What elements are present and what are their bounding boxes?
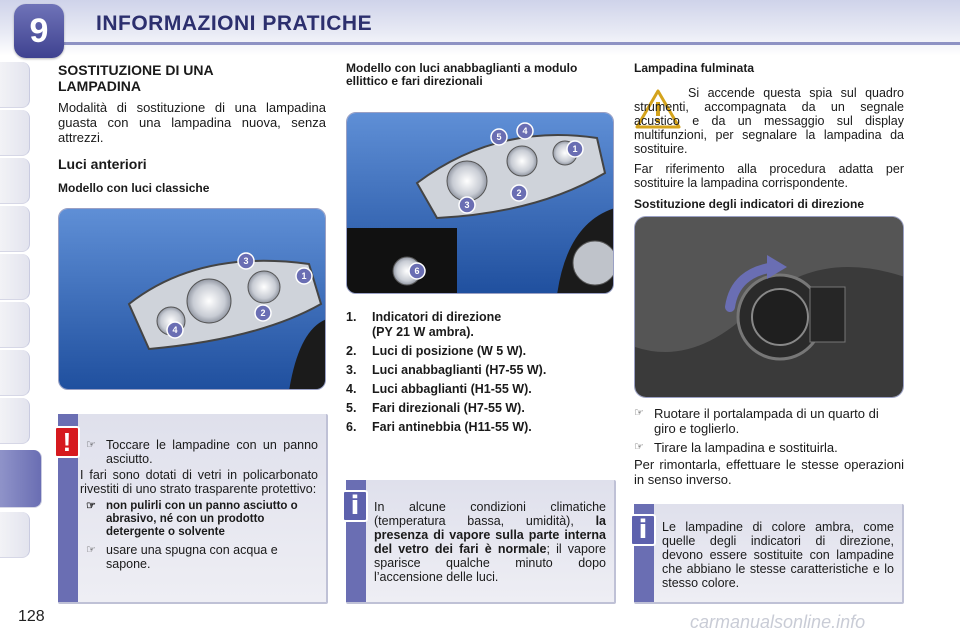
info-body [374,500,606,584]
bullet-item [634,406,904,436]
photo-label: 6 [414,266,420,276]
side-tab[interactable] [0,512,30,558]
burnt-bulb-text: Si accende questa spia sul quadro strumenti, accompagnata da un segnale acustico e da un messaggio sul display multifunzioni, per segnalare la lampadina da sostituire. [634,86,904,156]
photo-label: 1 [572,144,578,154]
list-item: 6. Fari antinebbia (H11-55 W). [346,420,532,434]
chapter-title: INFORMAZIONI PRATICHE [96,12,373,35]
bulb-holder-photo [634,216,904,398]
bullet-icon: ☞ [634,407,644,419]
side-tab[interactable] [0,206,30,252]
bullet-icon: ☞ [86,439,96,451]
procedure-text: Far riferimento alla procedura adatta per sostituire la lampadina corrispondente. [634,162,904,190]
photo-label: 4 [172,325,178,335]
warning-box [58,414,328,604]
photo-label: 4 [522,126,528,136]
side-tab[interactable] [0,62,30,108]
side-tab[interactable] [0,398,30,444]
list-item: 4. Luci abbaglianti (H1-55 W). [346,382,532,396]
right-column [634,62,904,75]
chapter-badge: 9 [14,4,64,58]
model-heading-classic: Modello con luci classiche [58,181,210,195]
heading-burnt-bulb: Lampadina fulminata [634,61,755,75]
section-title: SOSTITUZIONE DI UNA LAMPADINA [58,62,214,94]
header-rule [60,42,960,45]
bulb-list [346,310,616,439]
info-text: In alcune condizioni climatiche (temperatura bassa, umidità), [374,500,606,528]
intro-text: Modalità di sostituzione di una lampadina guasta con una lampadina nuova, senza attrezzi. [58,100,326,145]
info-icon: i [630,514,656,546]
info-text: ; il vapore sparisce qualche minuto dopo l’accensione delle luci. [374,542,606,584]
photo-label: 3 [464,200,470,210]
watermark: carmanualsonline.info [690,612,866,632]
photo-label: 2 [260,308,266,318]
reassembly-text: Per rimontarla, effettuare le stesse operazioni in senso inverso. [634,457,904,487]
photo-label: 3 [243,256,249,266]
warning-icon: ! [54,426,80,458]
side-tab-active[interactable] [0,450,42,508]
photo-label: 1 [301,271,307,281]
info-body [662,520,894,590]
side-tab[interactable] [0,302,30,348]
headlight-illustration [347,113,614,294]
bullet-text: Ruotare il portalampada di un quarto di giro e toglierlo. [654,406,879,436]
side-tab[interactable] [0,110,30,156]
headlight-photo-elliptic [346,112,614,294]
photo-label: 5 [496,132,502,142]
bullet-item [634,440,904,455]
bullet-icon: ☞ [86,500,96,512]
list-item: 2. Luci di posizione (W 5 W). [346,344,527,358]
bullet-item [86,438,318,466]
left-column [58,62,326,195]
info-box-vapour [346,480,616,604]
list-item: 3. Luci anabbaglianti (H7-55 W). [346,363,547,377]
bullet-text: non pulirli con un panno asciutto o abrasivo, né con un prodotto detergente o solvente [106,500,298,538]
side-tab[interactable] [0,158,30,204]
warning-body [80,438,318,573]
side-tab[interactable] [0,350,30,396]
bullet-text: Tirare la lampadina e sostituirla. [654,440,838,455]
bullet-item [86,543,318,571]
bullet-text: Toccare le lampadine con un panno asciutto. [106,438,318,466]
bullet-item [86,500,318,539]
right-column-text [634,86,904,211]
bullet-icon: ☞ [634,441,644,453]
indicator-steps [634,406,904,487]
list-item: 1. Indicatori di direzione (PY 21 W ambra). [346,310,502,339]
info-box-amber [634,504,904,604]
headlight-illustration [59,209,326,390]
list-item: 5. Fari direzionali (H7-55 W). [346,401,525,415]
bulb-holder-illustration [635,217,904,398]
photo-label: 2 [516,188,522,198]
warning-text: I fari sono dotati di vetri in policarbonato rivestiti di uno strato trasparente protettivo: [80,468,318,496]
page-number: 128 [18,608,45,625]
middle-column [346,62,616,88]
info-icon: i [342,490,368,522]
info-text: Le lampadine di colore ambra, come quelle degli indicatori di direzione, devono essere sostituite con lampadine che abbiano le stesse caratteristiche e lo stesso colore. [662,520,894,590]
heading-indicators: Sostituzione degli indicatori di direzione [634,197,865,211]
model-heading-elliptic: Modello con luci anabbaglianti a modulo ellittico e fari direzionali [346,61,578,88]
info-text-bold: la presenza di vapore sulla parte interna del vetro dei fari è normale [374,514,606,556]
headlight-photo-classic [58,208,326,390]
chapter-side-tabs [0,62,46,582]
bullet-icon: ☞ [86,544,96,556]
subheading-front-lights: Luci anteriori [58,156,147,172]
side-tab[interactable] [0,254,30,300]
bullet-text: usare una spugna con acqua e sapone. [106,543,278,571]
